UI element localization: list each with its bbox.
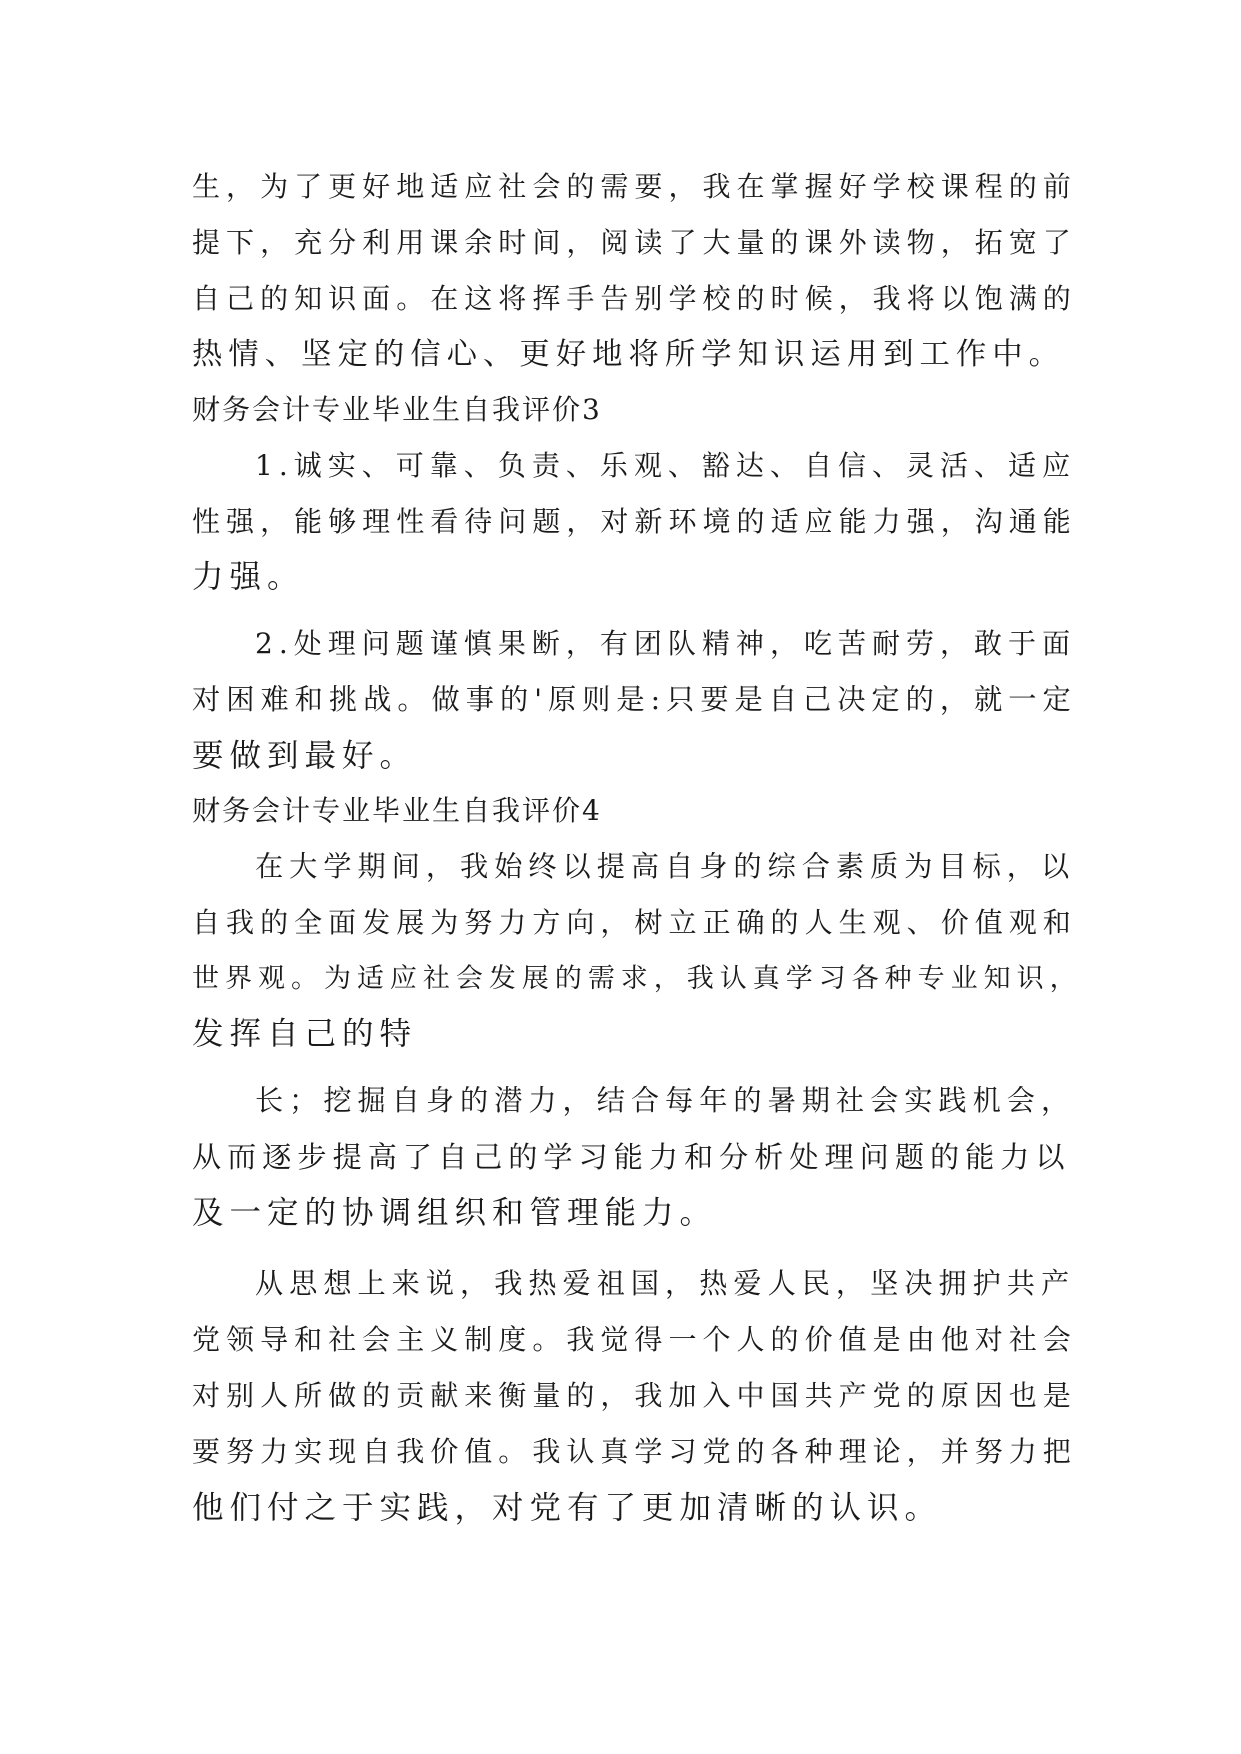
paragraph-line: 自己的知识面。在这将挥手告别学校的时候，我将以饱满的 — [192, 282, 1077, 315]
list-item-line: 要做到最好。 — [192, 738, 418, 774]
list-item-line: 2.处理问题谨慎果断，有团队精神，吃苦耐劳，敢于面 — [255, 627, 1077, 660]
paragraph-line: 在大学期间，我始终以提高自身的综合素质为目标，以 — [255, 850, 1076, 883]
paragraph-line: 提下，充分利用课余时间，阅读了大量的课外读物，拓宽了 — [192, 226, 1077, 259]
paragraph-line: 及一定的协调组织和管理能力。 — [192, 1195, 718, 1231]
paragraph-line: 长；挖掘自身的潜力，结合每年的暑期社会实践机会， — [255, 1084, 1076, 1117]
paragraph-line: 他们付之于实践，对党有了更加清晰的认识。 — [192, 1490, 943, 1526]
list-item-line: 性强，能够理性看待问题，对新环境的适应能力强，沟通能 — [192, 505, 1077, 538]
paragraph-line: 发挥自己的特 — [192, 1016, 418, 1052]
paragraph-line: 要努力实现自我价值。我认真学习党的各种理论，并努力把 — [192, 1435, 1077, 1468]
section-heading: 财务会计专业毕业生自我评价3 — [192, 393, 602, 426]
list-item-line: 力强。 — [192, 559, 305, 595]
list-item-line: 1.诚实、可靠、负责、乐观、豁达、自信、灵活、适应 — [255, 449, 1077, 482]
paragraph-line: 从思想上来说，我热爱祖国，热爱人民，坚决拥护共产 — [255, 1267, 1076, 1300]
paragraph-line: 对别人所做的贡献来衡量的，我加入中国共产党的原因也是 — [192, 1379, 1077, 1412]
paragraph-line: 热情、坚定的信心、更好地将所学知识运用到工作中。 — [192, 337, 1065, 372]
paragraph-line: 党领导和社会主义制度。我觉得一个人的价值是由他对社会 — [192, 1323, 1077, 1356]
paragraph-line: 生，为了更好地适应社会的需要，我在掌握好学校课程的前 — [192, 170, 1077, 203]
paragraph-line: 自我的全面发展为努力方向，树立正确的人生观、价值观和 — [192, 906, 1077, 939]
paragraph-line: 从而逐步提高了自己的学习能力和分析处理问题的能力以 — [192, 1140, 1071, 1174]
section-heading: 财务会计专业毕业生自我评价4 — [192, 794, 602, 827]
paragraph-line: 世界观。为适应社会发展的需求，我认真学习各种专业知识， — [192, 963, 1083, 994]
list-item-line: 对困难和挑战。做事的'原则是:只要是自己决定的，就一定 — [192, 683, 1077, 716]
